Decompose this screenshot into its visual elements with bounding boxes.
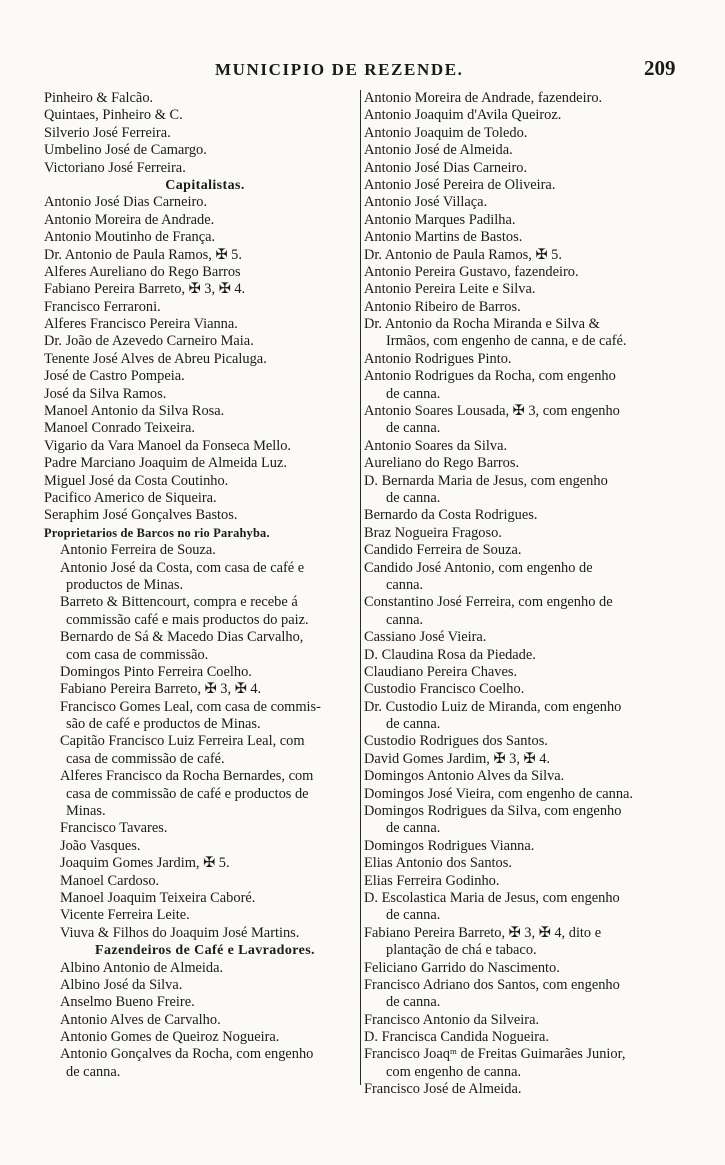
directory-entry: Antonio Rodrigues Pinto.: [364, 350, 512, 367]
directory-entry: Francisco Adriano dos Santos, com engenho: [364, 976, 620, 993]
entry-continuation: com engenho de canna.: [386, 1063, 522, 1080]
directory-entry: Claudiano Pereira Chaves.: [364, 663, 518, 680]
entry-continuation: de canna.: [386, 420, 441, 437]
directory-entry: Antonio Soares Lousada, ✠ 3, com engenho: [364, 403, 620, 420]
directory-entry: Antonio Gomes de Queiroz Nogueira.: [60, 1029, 280, 1046]
directory-entry: Antonio Joaquim de Toledo.: [364, 124, 528, 141]
directory-entry: Manoel Joaquim Teixeira Caboré.: [60, 889, 256, 906]
directory-entry: Francisco Gomes Leal, com casa de commis-: [60, 698, 321, 715]
directory-entry: D. Francisca Candida Nogueira.: [364, 1029, 550, 1046]
page-header: [0, 54, 725, 84]
directory-entry: Domingos José Vieira, com engenho de canna.: [364, 785, 634, 802]
directory-entry: Antonio Pereira Gustavo, fazendeiro.: [364, 263, 579, 280]
directory-entry: Elias Ferreira Godinho.: [364, 872, 500, 889]
directory-entry: Dr. Custodio Luiz de Miranda, com engenho: [364, 698, 622, 715]
directory-entry: Antonio José Dias Carneiro.: [364, 159, 528, 176]
directory-entry: D. Bernarda Maria de Jesus, com engenho: [364, 472, 608, 489]
directory-entry: Dr. Antonio de Paula Ramos, ✠ 5.: [364, 246, 562, 263]
directory-entry: Francisco Joaqᵐ de Freitas Guimarães Junior,: [364, 1046, 626, 1063]
directory-entry: Antonio Pereira Leite e Silva.: [364, 281, 536, 298]
entry-continuation: de canna.: [386, 907, 441, 924]
directory-entry: Pinheiro & Falcão.: [44, 90, 154, 106]
directory-entry: Alferes Aureliano do Rego Barros: [44, 263, 241, 280]
entry-continuation: casa de commissão de café.: [66, 750, 225, 767]
entry-continuation: Irmãos, com engenho de canna, e de café.: [386, 333, 627, 350]
directory-entry: Francisco José de Almeida.: [364, 1081, 522, 1098]
directory-entry: Bernardo da Costa Rodrigues.: [364, 507, 538, 524]
directory-entry: Domingos Rodrigues da Silva, com engenho: [364, 803, 622, 820]
directory-entry: Custodio Francisco Coelho.: [364, 681, 525, 698]
directory-entry: Vicente Ferreira Leite.: [60, 907, 190, 924]
directory-entry: Elias Antonio dos Santos.: [364, 855, 512, 872]
directory-entry: Dr. Antonio da Rocha Miranda e Silva &: [364, 316, 600, 333]
directory-entry: Anselmo Bueno Freire.: [60, 994, 195, 1011]
entry-continuation: canna.: [386, 576, 424, 593]
directory-entry: Dr. João de Azevedo Carneiro Maia.: [44, 333, 254, 350]
directory-entry: Manoel Antonio da Silva Rosa.: [44, 403, 225, 420]
directory-entry: Antonio Moreira de Andrade, fazendeiro.: [364, 90, 603, 106]
directory-entry: David Gomes Jardim, ✠ 3, ✠ 4.: [364, 750, 550, 767]
directory-entry: José da Silva Ramos.: [44, 385, 167, 402]
directory-entry: Cassiano José Vieira.: [364, 629, 487, 646]
directory-entry: Fabiano Pereira Barreto, ✠ 3, ✠ 4.: [60, 681, 262, 698]
directory-entry: Bernardo de Sá & Macedo Dias Carvalho,: [60, 629, 304, 646]
directory-entry: Umbelino José de Camargo.: [44, 142, 207, 159]
directory-entry: Aureliano do Rego Barros.: [364, 455, 520, 472]
directory-entry: Miguel José da Costa Coutinho.: [44, 472, 229, 489]
directory-entry: Joaquim Gomes Jardim, ✠ 5.: [60, 855, 230, 872]
section-heading: Proprietarios de Barcos no rio Parahyba.: [44, 525, 270, 540]
directory-entry: Braz Nogueira Fragoso.: [364, 524, 502, 541]
directory-entry: Domingos Rodrigues Vianna.: [364, 837, 535, 854]
entry-continuation: Minas.: [66, 803, 106, 820]
entry-continuation: de canna.: [386, 489, 441, 506]
directory-entry: Antonio José Pereira de Oliveira.: [364, 176, 556, 193]
column-divider: [360, 90, 361, 1085]
directory-entry: Antonio José Dias Carneiro.: [44, 194, 208, 211]
directory-entry: D. Claudina Rosa da Piedade.: [364, 646, 536, 663]
directory-entry: Fabiano Pereira Barreto, ✠ 3, ✠ 4, dito e: [364, 924, 602, 941]
entry-continuation: productos de Minas.: [66, 576, 184, 593]
directory-entry: Constantino José Ferreira, com engenho de: [364, 594, 613, 611]
directory-entry: Tenente José Alves de Abreu Picaluga.: [44, 350, 267, 367]
directory-entry: Domingos Pinto Ferreira Coelho.: [60, 663, 252, 680]
directory-entry: Candido José Antonio, com engenho de: [364, 559, 593, 576]
directory-entry: José de Castro Pompeia.: [44, 368, 185, 385]
directory-entry: Antonio Gonçalves da Rocha, com engenho: [60, 1046, 314, 1063]
directory-entry: Padre Marciano Joaquim de Almeida Luz.: [44, 455, 287, 472]
section-heading: Capitalistas.: [165, 177, 245, 193]
left-column: [44, 90, 366, 1081]
directory-entry: Manoel Cardoso.: [60, 872, 160, 889]
directory-entry: João Vasques.: [60, 837, 141, 854]
directory-entry: Silverio José Ferreira.: [44, 124, 171, 141]
directory-entry: Candido Ferreira de Souza.: [364, 542, 522, 559]
directory-entry: Antonio Soares da Silva.: [364, 437, 508, 454]
directory-entry: Antonio Ribeiro de Barros.: [364, 298, 521, 315]
running-title: MUNICIPIO DE REZENDE.: [215, 60, 464, 79]
page-number: 209: [644, 56, 676, 80]
directory-entry: Pacifico Americo de Siqueira.: [44, 489, 217, 506]
directory-entry: Custodio Rodrigues dos Santos.: [364, 733, 548, 750]
directory-entry: Antonio Ferreira de Souza.: [60, 542, 216, 559]
directory-entry: Francisco Antonio da Silveira.: [364, 1011, 540, 1028]
directory-entry: Dr. Antonio de Paula Ramos, ✠ 5.: [44, 246, 242, 263]
entry-continuation: casa de commissão de café e productos de: [66, 785, 309, 802]
directory-entry: Antonio José Villaça.: [364, 194, 488, 211]
directory-entry: Victoriano José Ferreira.: [44, 159, 186, 176]
directory-entry: Antonio Marques Padilha.: [364, 211, 516, 228]
right-column: [364, 90, 689, 1099]
directory-entry: Seraphim José Gonçalves Bastos.: [44, 507, 238, 524]
entry-continuation: são de café e productos de Minas.: [66, 716, 261, 733]
directory-entry: Domingos Antonio Alves da Silva.: [364, 768, 565, 785]
directory-entry: Antonio José da Costa, com casa de café e: [60, 559, 305, 576]
directory-entry: Quintaes, Pinheiro & C.: [44, 107, 183, 124]
directory-entry: Antonio Moutinho de França.: [44, 229, 216, 246]
directory-entry: Vigario da Vara Manoel da Fonseca Mello.: [44, 437, 292, 454]
directory-entry: Albino José da Silva.: [60, 976, 183, 993]
directory-entry: Capitão Francisco Luiz Ferreira Leal, com: [60, 733, 305, 750]
entry-continuation: com casa de commissão.: [66, 646, 209, 663]
entry-continuation: plantação de chá e tabaco.: [386, 942, 537, 959]
directory-entry: Feliciano Garrido do Nascimento.: [364, 959, 560, 976]
directory-entry: Francisco Ferraroni.: [44, 298, 161, 315]
directory-entry: Fabiano Pereira Barreto, ✠ 3, ✠ 4.: [44, 281, 246, 298]
section-heading: Fazendeiros de Café e Lavradores.: [95, 943, 315, 959]
directory-entry: Manoel Conrado Teixeira.: [44, 420, 195, 437]
entry-continuation: de canna.: [386, 385, 441, 402]
entry-continuation: de canna.: [66, 1063, 121, 1080]
directory-entry: Albino Antonio de Almeida.: [60, 959, 224, 976]
directory-entry: Alferes Francisco Pereira Vianna.: [44, 316, 238, 333]
entry-continuation: canna.: [386, 611, 424, 628]
directory-entry: Antonio Martins de Bastos.: [364, 229, 523, 246]
entry-continuation: commissão café e mais productos do paiz.: [66, 611, 309, 628]
directory-entry: Antonio Joaquim d'Avila Queiroz.: [364, 107, 562, 124]
directory-entry: Antonio Moreira de Andrade.: [44, 211, 215, 228]
directory-entry: Francisco Tavares.: [60, 820, 168, 837]
directory-entry: Antonio José de Almeida.: [364, 142, 513, 159]
directory-entry: Barreto & Bittencourt, compra e recebe á: [60, 594, 298, 611]
directory-entry: Antonio Alves de Carvalho.: [60, 1011, 221, 1028]
directory-entry: Viuva & Filhos do Joaquim José Martins.: [60, 924, 300, 941]
entry-continuation: de canna.: [386, 994, 441, 1011]
entry-continuation: de canna.: [386, 820, 441, 837]
directory-entry: D. Escolastica Maria de Jesus, com engenho: [364, 889, 620, 906]
entry-continuation: de canna.: [386, 716, 441, 733]
directory-entry: Alferes Francisco da Rocha Bernardes, com: [60, 768, 314, 785]
directory-entry: Antonio Rodrigues da Rocha, com engenho: [364, 368, 616, 385]
